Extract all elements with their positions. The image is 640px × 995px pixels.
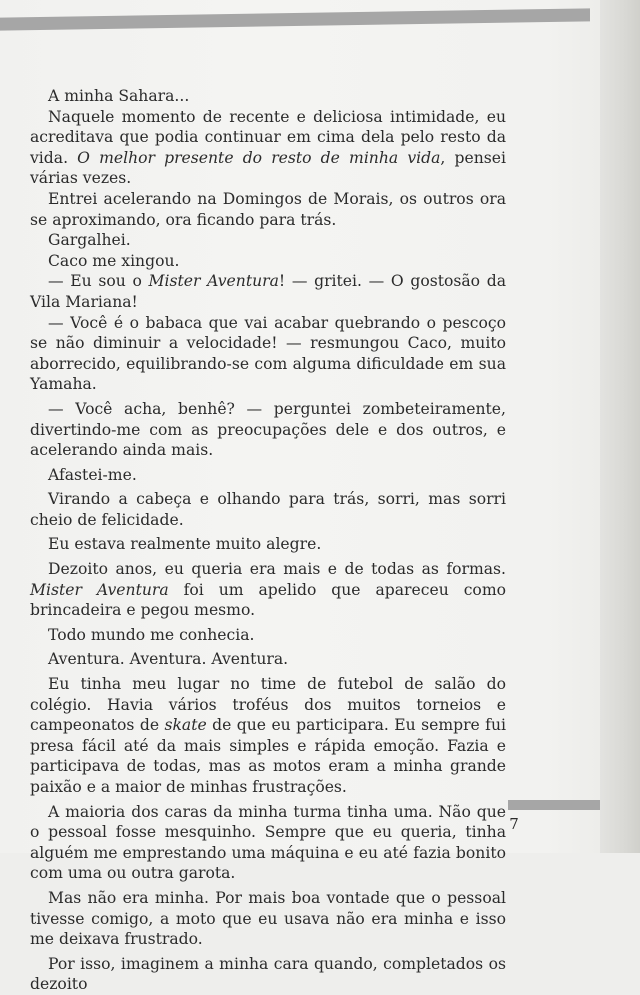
paragraph	[30, 802, 506, 884]
text-run: Mas não era minha. Por mais boa vontade que o pessoal tivesse comigo, a moto que eu usava não era minha e isso me deixava frustrado.	[30, 888, 506, 949]
text-run: Afastei-me.	[48, 465, 137, 484]
italic-text-run: skate	[164, 716, 207, 735]
text-run: — Você acha, benhê? — perguntei zombeteiramente, divertindo-me com as preocupações dele e dos outros, e acelerando ainda mais.	[30, 399, 506, 460]
text-run: — Você é o babaca que vai acabar quebrando o pescoço se não diminuir a velocidade! — resmungou Caco, muito aborrecido, equilibrando-se com alguma dificuldade em sua Yamaha.	[30, 313, 506, 394]
text-run: Naquele momento de recente e deliciosa intimidade, eu acreditava que podia continuar em cima dela pelo resto da vida.	[30, 107, 506, 167]
text-run: Aventura. Aventura. Aventura.	[48, 650, 289, 669]
text-run: Dezoito anos, eu queria era mais e de todas as formas.	[48, 560, 506, 579]
text-run: ! — gritei. — O gostosão da Vila Mariana!	[30, 272, 507, 311]
body-text	[30, 86, 506, 995]
paragraph	[30, 465, 506, 486]
text-run: A maioria dos caras da minha turma tinha uma. Não que o pessoal fosse mesquinho. Sempre que eu queria, tinha alguém me emprestando uma máquina e eu até fazia bonito com uma ou outra garota.	[30, 802, 506, 883]
paragraph	[30, 313, 506, 395]
text-run: Virando a cabeça e olhando para trás, sorri, mas sorri cheio de felicidade.	[30, 490, 506, 529]
text-run: Gargalhei.	[48, 231, 131, 250]
paragraph	[30, 107, 506, 189]
text-run: foi um apelido que apareceu como brincadeira e pegou mesmo.	[30, 580, 506, 620]
page-number: 7	[509, 815, 519, 833]
page-edge-shadow	[600, 0, 640, 853]
text-run: de que eu participara. Eu sempre fui presa fácil até da mais simples e rápida emoção. Fazia e participava de todas, mas as motos eram a minha grande paixão e a maior de minhas frustrações.	[30, 716, 506, 796]
paragraph	[30, 674, 506, 798]
paragraph	[30, 534, 506, 555]
paragraph	[30, 954, 506, 995]
paragraph	[30, 271, 506, 312]
text-run: A minha Sahara...	[48, 87, 190, 105]
italic-text-run: Mister Aventura	[148, 272, 279, 291]
text-run: Entrei acelerando na Domingos de Morais, os outros ora se aproximando, ora ficando para trás.	[30, 189, 506, 229]
paragraph	[30, 189, 506, 230]
text-run: Todo mundo me conhecia.	[48, 625, 255, 644]
italic-text-run: Mister Aventura	[30, 580, 169, 599]
paragraph	[30, 888, 506, 950]
text-run: — Eu sou o	[48, 272, 149, 291]
paragraph	[30, 399, 506, 461]
paragraph	[30, 559, 506, 621]
text-run: Por isso, imaginem a minha cara quando, completados os dezoito	[30, 954, 506, 994]
text-run: Eu estava realmente muito alegre.	[48, 535, 322, 554]
text-run: , pensei várias vezes.	[30, 148, 506, 188]
paragraph	[30, 230, 506, 251]
paragraph	[30, 251, 506, 272]
text-run: Caco me xingou.	[48, 251, 180, 270]
paragraph	[30, 649, 506, 670]
text-run: Eu tinha meu lugar no time de futebol de salão do colégio. Havia vários troféus dos muitos torneios e campeonatos de	[30, 675, 506, 735]
paragraph	[30, 86, 506, 107]
paragraph	[30, 489, 506, 530]
header-rule	[0, 8, 590, 30]
italic-text-run: O melhor presente do resto de minha vida	[77, 148, 441, 167]
footer-rule	[508, 800, 600, 810]
paragraph	[30, 625, 506, 646]
